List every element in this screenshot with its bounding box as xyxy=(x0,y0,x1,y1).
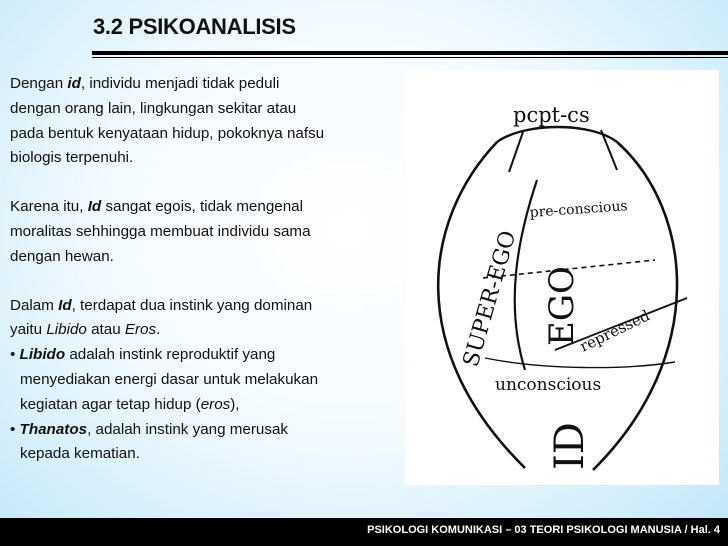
freud-psyche-diagram xyxy=(405,70,719,485)
label-preconscious: pre-conscious xyxy=(529,198,629,221)
paragraph-line: dengan hewan. xyxy=(10,247,114,265)
paragraph-line: dengan orang lain, lingkungan sekitar atau xyxy=(10,99,297,117)
title-underline-thick xyxy=(92,51,728,55)
paragraph-line: menyediakan energi dasar untuk melakukan xyxy=(20,370,319,388)
perception-arc xyxy=(497,127,617,142)
label-pcpt-cs: pcpt-cs xyxy=(513,103,590,127)
paragraph-line: yaitu Libido atau Eros. xyxy=(10,321,161,339)
title-underline-thin xyxy=(92,57,728,58)
unconscious-divider xyxy=(485,358,675,368)
paragraph-line: biologis terpenuhi. xyxy=(10,149,134,167)
slide-title: 3.2 PSIKOANALISIS xyxy=(93,14,296,39)
bullet-thanatos: • Thanatos, adalah instink yang merusak xyxy=(10,420,288,438)
label-repressed: repressed xyxy=(576,306,653,356)
bullet-libido: • Libido adalah instink reproduktif yang xyxy=(10,346,276,364)
label-ego: EGO xyxy=(542,266,582,346)
paragraph-line: Dalam Id, terdapat dua instink yang dominan xyxy=(10,296,313,314)
body-text xyxy=(10,72,405,467)
paragraph-line: kegiatan agar tetap hidup (eros), xyxy=(20,395,240,413)
label-superego: SUPER-EGO xyxy=(458,228,522,370)
footer-text: PSIKOLOGI KOMUNIKASI – 03 TEORI PSIKOLOGI MANUSIA / Hal. 4 xyxy=(367,524,720,536)
label-id: ID xyxy=(547,422,593,470)
paragraph-line: Dengan id, individu menjadi tidak peduli xyxy=(10,75,280,92)
paragraph-line: Karena itu, Id sangat egois, tidak mengenal xyxy=(10,198,303,216)
label-unconscious: unconscious xyxy=(495,375,602,395)
paragraph-line: kepada kematian. xyxy=(20,445,140,463)
paragraph-line: moralitas sehhingga membuat individu sama xyxy=(10,222,311,240)
paragraph-line: pada bentuk kenyataan hidup, pokoknya nafsu xyxy=(10,124,325,142)
